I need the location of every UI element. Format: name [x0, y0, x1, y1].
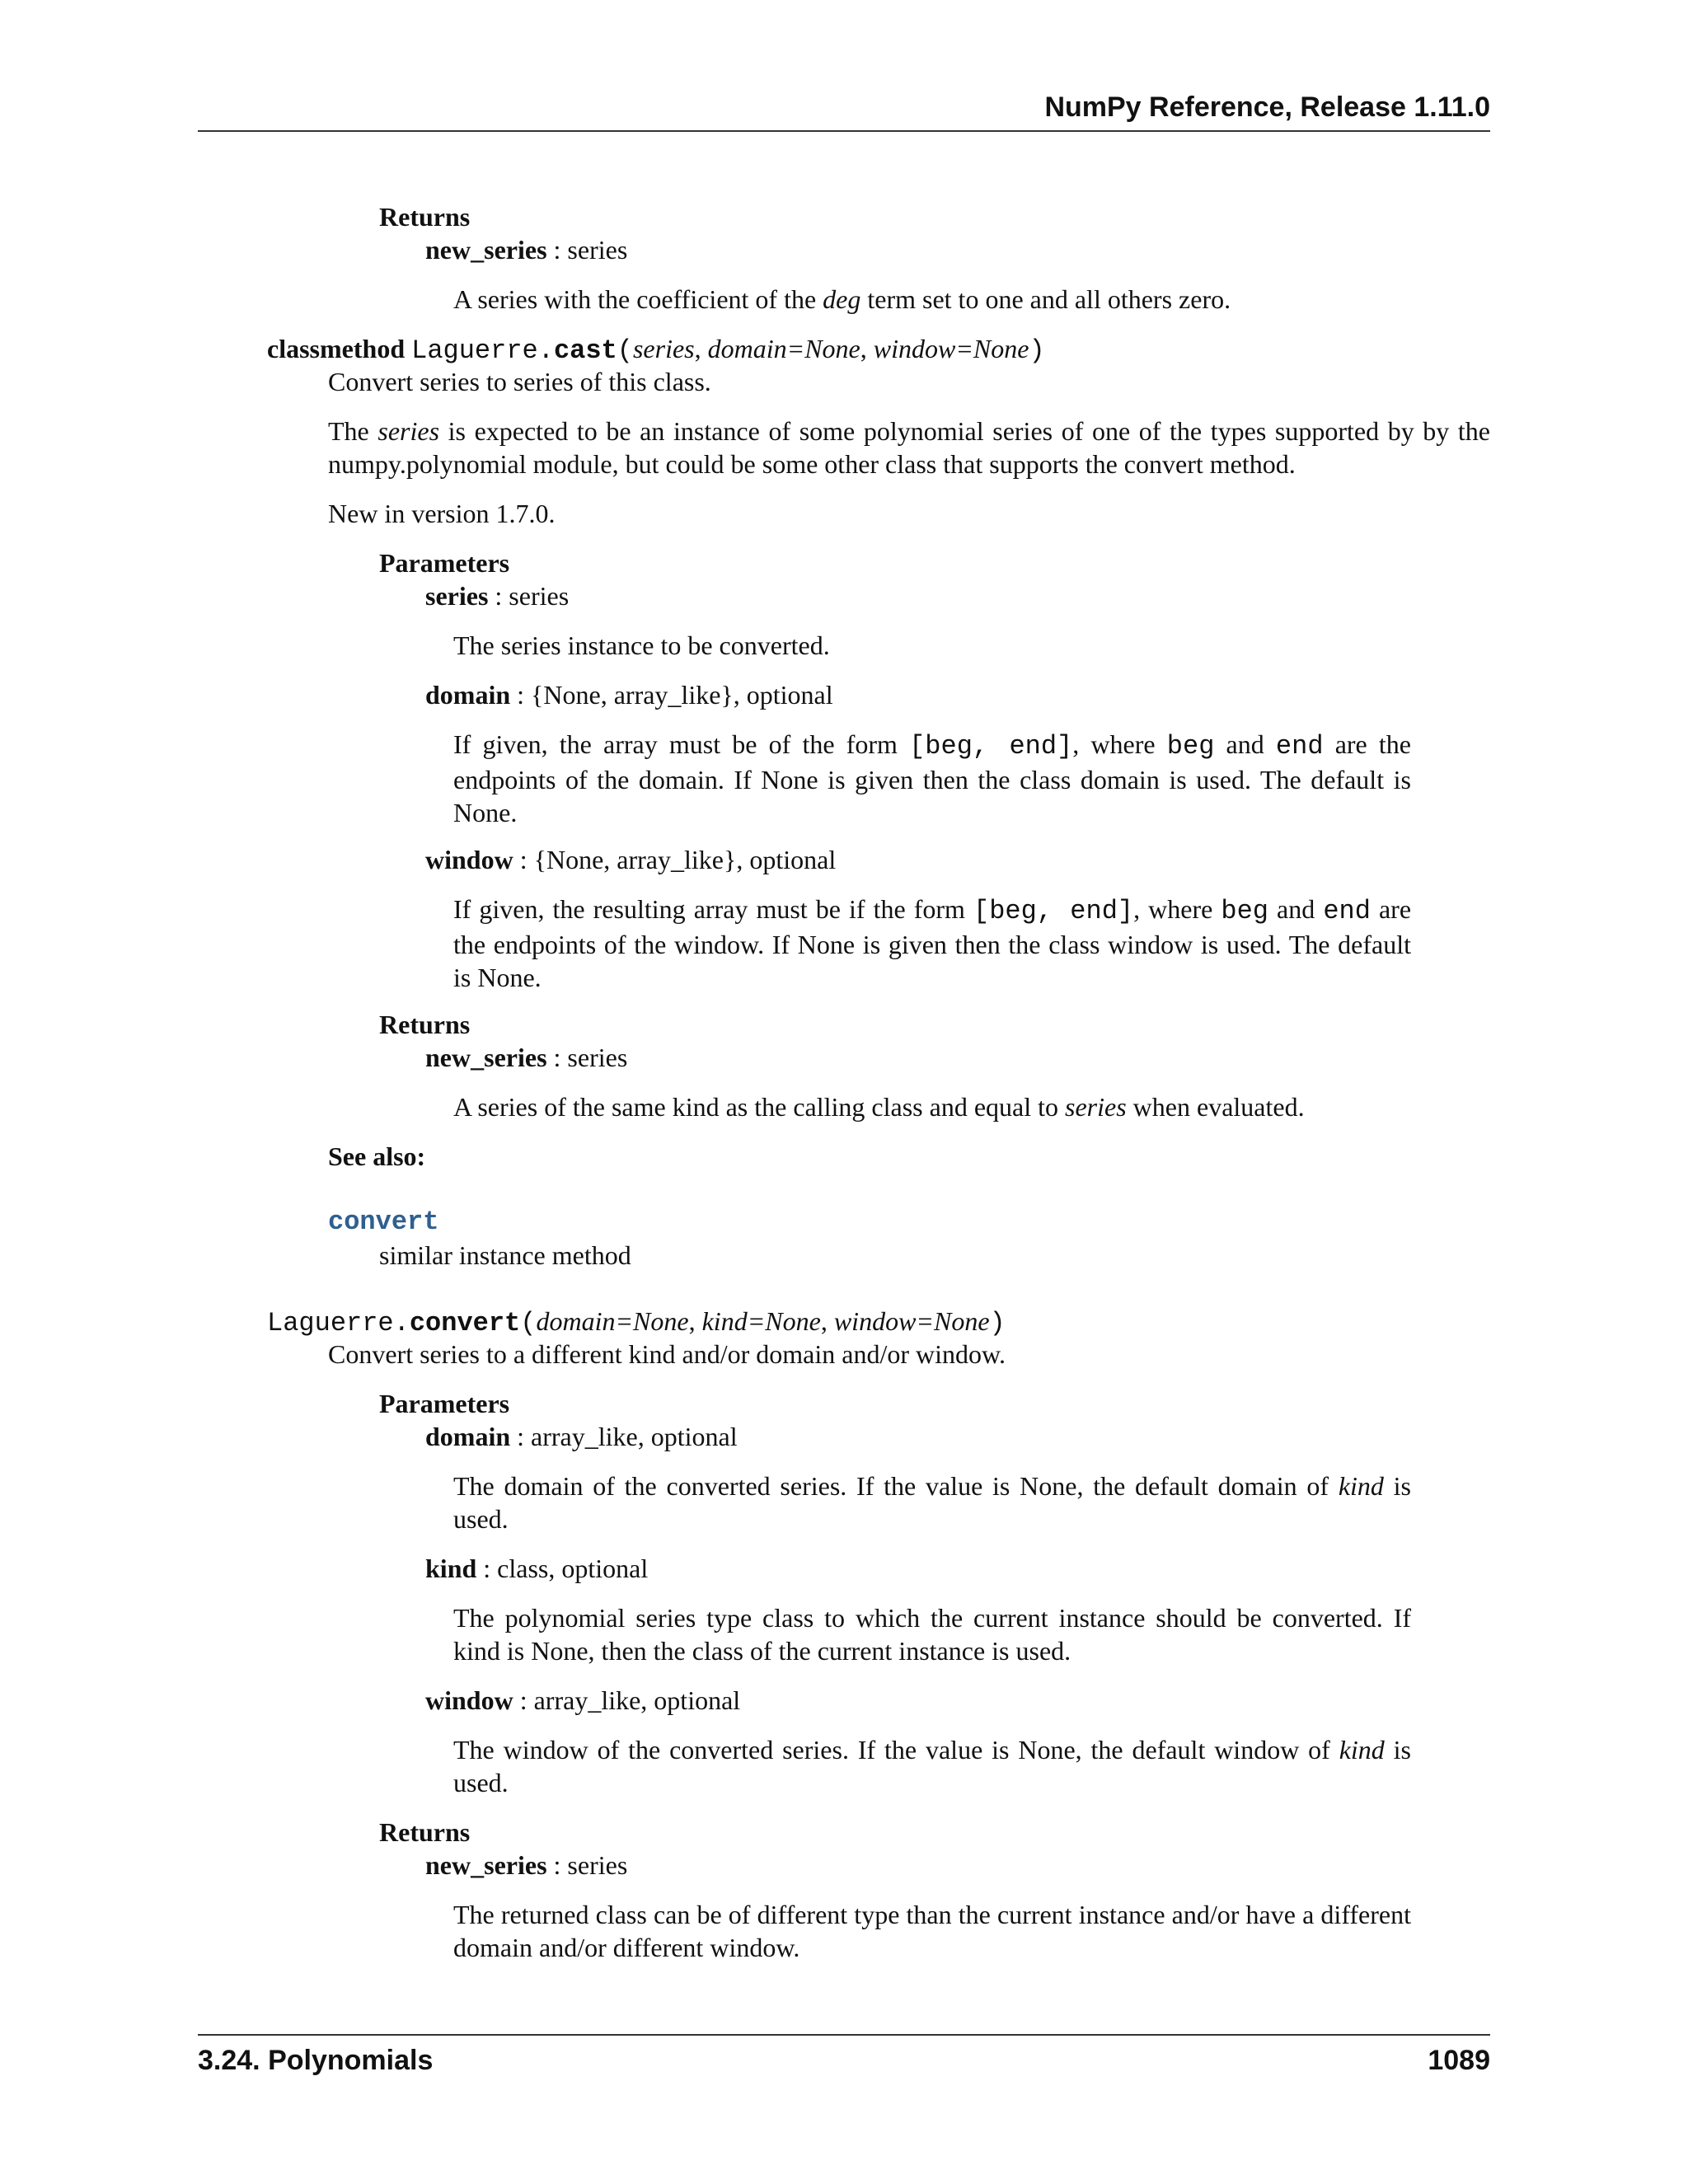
- returns-desc-text: A series with the coefficient of the: [453, 284, 823, 314]
- cast-arg3: window=None: [873, 334, 1029, 363]
- param-sep: :: [513, 1685, 534, 1715]
- param-sep: :: [510, 680, 532, 710]
- param-name: series: [425, 581, 489, 611]
- convert-param-domain-desc: [453, 1469, 1411, 1535]
- cast-param-domain-desc: [453, 728, 1411, 829]
- param-type: array_like, optional: [531, 1422, 738, 1451]
- convert-comma2: ,: [820, 1306, 834, 1336]
- desc-text: is used.: [453, 1735, 1412, 1797]
- convert-param-window-desc: [453, 1733, 1411, 1799]
- convert-arg2: kind=None: [701, 1306, 821, 1336]
- cast-params-heading: Parameters: [379, 548, 510, 578]
- cast-returns-field: [425, 1041, 627, 1074]
- convert-param-kind-desc: The polynomial series type class to which the current instance should be converted. If kind is None, then the class of the current instance is used.: [453, 1603, 1411, 1666]
- returns-type: series: [567, 1850, 628, 1880]
- convert-param-domain: [425, 1420, 738, 1453]
- cast-prefix: classmethod: [267, 334, 406, 363]
- cast-param-window-desc: [453, 893, 1411, 994]
- returns-type: series: [567, 235, 628, 265]
- param-name: domain: [425, 1422, 511, 1451]
- param-name: domain: [425, 680, 511, 710]
- desc-text: are the endpoints of the domain. If None is given then the class domain is used. The default is None.: [453, 729, 1412, 827]
- desc-code: beg: [1166, 731, 1215, 762]
- desc-text: is used.: [453, 1471, 1412, 1534]
- cast-summary: Convert series to series of this class.: [328, 367, 711, 396]
- convert-sig-close: ): [989, 1308, 1006, 1338]
- desc-text: The domain of the converted series. If the value is None, the default domain of: [453, 1471, 1339, 1501]
- returns-sep: :: [546, 1850, 568, 1880]
- desc-text: If given, the resulting array must be if the form: [453, 894, 974, 924]
- cast-desc-text-2: is expected to be an instance of some polynomial series of one of the types supported by by the numpy.polynomial module, but could be some other class that supports the convert method.: [328, 416, 1491, 479]
- convert-obj: Laguerre.: [267, 1308, 410, 1338]
- see-also-convert-desc: similar instance method: [379, 1240, 631, 1270]
- convert-arg1: domain=None: [536, 1306, 689, 1336]
- convert-returns-heading: Returns: [379, 1817, 471, 1847]
- desc-em: kind: [1338, 1471, 1384, 1501]
- desc-text: , where: [1133, 894, 1221, 924]
- desc-code: end: [1275, 731, 1324, 762]
- see-also-heading: See also:: [328, 1141, 426, 1171]
- convert-comma1: ,: [688, 1306, 702, 1336]
- param-type: series: [509, 581, 570, 611]
- returns-desc-text-2: term set to one and all others zero.: [860, 284, 1231, 314]
- param-name: window: [425, 1685, 513, 1715]
- param-type: {None, array_like}, optional: [531, 680, 833, 710]
- convert-param-kind: [425, 1552, 648, 1585]
- param-sep: :: [488, 581, 509, 611]
- convert-signature: [267, 1305, 1006, 1340]
- desc-text: are the endpoints of the window. If None is given then the class window is used. The default is None.: [453, 894, 1412, 992]
- cast-arg2: domain=None: [707, 334, 860, 363]
- footer-page-number: 1089: [1428, 2045, 1490, 2076]
- cast-param-series: [425, 579, 569, 612]
- returns-heading-top: Returns: [379, 202, 471, 232]
- convert-returns-field: [425, 1849, 627, 1882]
- see-also-convert-link[interactable]: convert: [328, 1207, 439, 1237]
- desc-code: [beg, end]: [909, 731, 1073, 762]
- cast-new-in-version: New in version 1.7.0.: [328, 499, 556, 528]
- convert-arg3: window=None: [833, 1306, 990, 1336]
- desc-text: , where: [1072, 729, 1167, 759]
- desc-code: beg: [1221, 896, 1268, 926]
- desc-text: when evaluated.: [1126, 1092, 1305, 1122]
- desc-em: kind: [1339, 1735, 1385, 1765]
- param-name: kind: [425, 1554, 477, 1583]
- cast-comma2: ,: [860, 334, 874, 363]
- desc-code: end: [1323, 896, 1371, 926]
- param-sep: :: [510, 1422, 532, 1451]
- returns-field-top: [425, 233, 627, 266]
- returns-desc-em: deg: [823, 284, 861, 314]
- convert-sig-open: (: [520, 1308, 537, 1338]
- convert-returns-desc: The returned class can be of different type than the current instance and/or have a different domain and/or different window.: [453, 1900, 1411, 1962]
- returns-name: new_series: [425, 1043, 547, 1072]
- param-type: array_like, optional: [533, 1685, 741, 1715]
- cast-returns-desc: [453, 1090, 1305, 1123]
- cast-desc-em: series: [377, 416, 440, 446]
- returns-type: series: [567, 1043, 628, 1072]
- cast-description: [328, 415, 1490, 480]
- desc-text: A series of the same kind as the calling class and equal to: [453, 1092, 1066, 1122]
- cast-sig-open: (: [617, 335, 633, 366]
- returns-sep: :: [546, 235, 568, 265]
- cast-param-window: [425, 843, 836, 876]
- cast-obj: Laguerre.: [411, 335, 554, 366]
- desc-text: and: [1268, 894, 1324, 924]
- header-rule: [198, 130, 1490, 132]
- footer-rule: [198, 2034, 1490, 2036]
- convert-name: convert: [409, 1308, 521, 1338]
- desc-text: The window of the converted series. If the value is None, the default window of: [453, 1735, 1339, 1765]
- desc-em: series: [1065, 1092, 1127, 1122]
- cast-param-series-desc: The series instance to be converted.: [453, 630, 830, 660]
- cast-returns-heading: Returns: [379, 1010, 471, 1039]
- returns-desc-top: [453, 283, 1231, 316]
- convert-params-heading: Parameters: [379, 1389, 510, 1418]
- convert-param-window: [425, 1684, 740, 1717]
- returns-name: new_series: [425, 235, 547, 265]
- cast-desc-text: The: [328, 416, 378, 446]
- desc-text: If given, the array must be of the form: [453, 729, 910, 759]
- cast-arg1: series: [632, 334, 695, 363]
- convert-summary: Convert series to a different kind and/or domain and/or window.: [328, 1339, 1006, 1369]
- cast-signature: [267, 332, 1045, 368]
- returns-name: new_series: [425, 1850, 547, 1880]
- cast-sig-close: ): [1029, 335, 1045, 366]
- cast-param-domain: [425, 678, 833, 711]
- desc-code: [beg, end]: [973, 896, 1134, 926]
- param-type: class, optional: [497, 1554, 649, 1583]
- cast-name: cast: [553, 335, 617, 366]
- param-type: {None, array_like}, optional: [533, 845, 837, 874]
- desc-text: and: [1214, 729, 1276, 759]
- cast-comma1: ,: [694, 334, 708, 363]
- param-sep: :: [513, 845, 534, 874]
- param-name: window: [425, 845, 513, 874]
- returns-sep: :: [546, 1043, 568, 1072]
- footer-section: 3.24. Polynomials: [198, 2045, 434, 2076]
- param-sep: :: [476, 1554, 498, 1583]
- running-header: NumPy Reference, Release 1.11.0: [1044, 91, 1490, 123]
